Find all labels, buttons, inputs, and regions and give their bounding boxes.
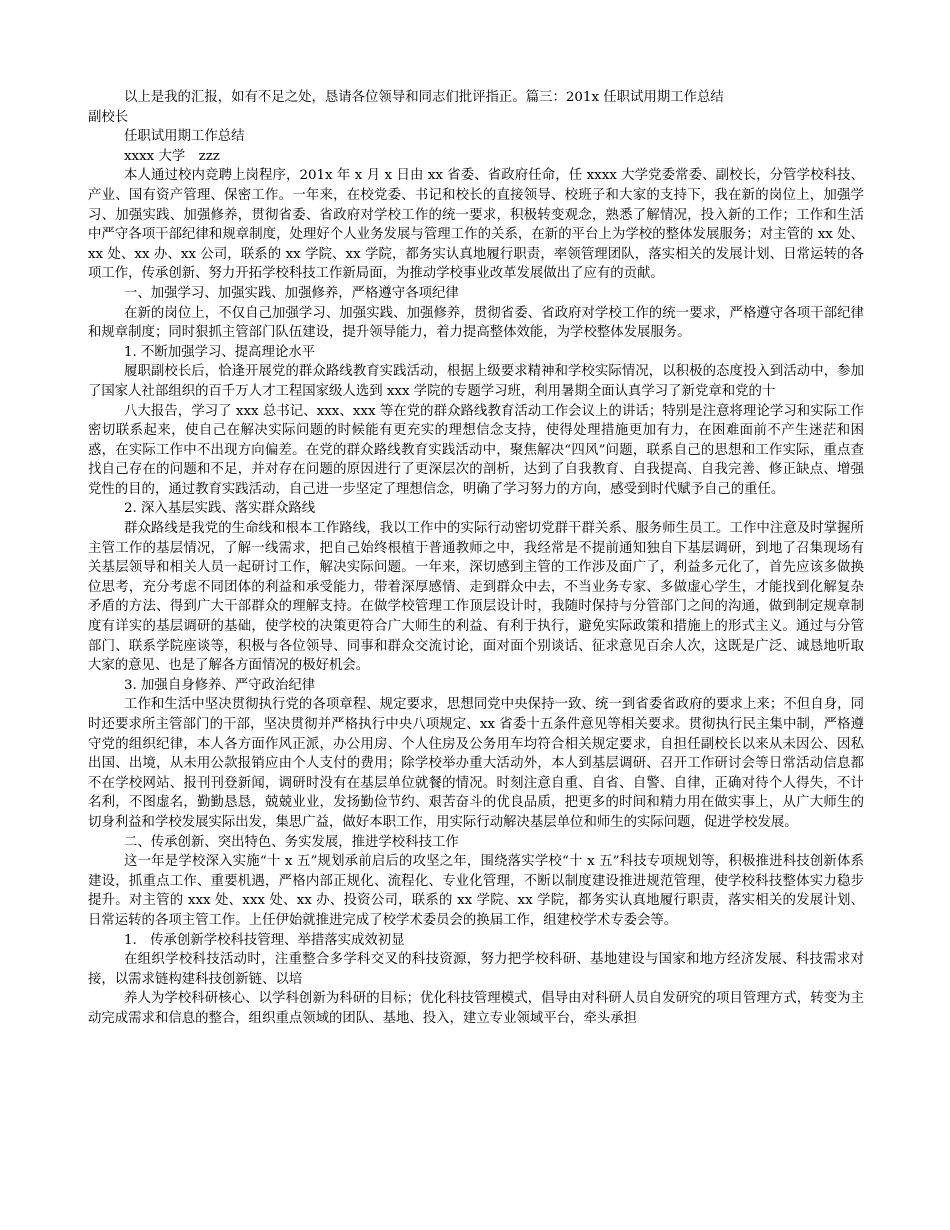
paragraph-1-1-a: 履职副校长后，恰逢开展党的群众路线教育实践活动，根据上级要求精神和学校实际情况，以积极的态度投入到活动中，参加了国家人社部组织的百千万人才工程国家级人选到 xxx 学院的专题学习班，利用暑期全面认真学习了新党章和党的十 [88, 364, 864, 399]
document-title: 任职试用期工作总结 [124, 129, 245, 145]
subheading-1-2: 2. 深入基层实践、落实群众路线 [124, 501, 316, 517]
paragraph-section-1: 在新的岗位上，不仅自己加强学习、加强实践、加强修养，贯彻省委、省政府对学校工作的统一要求，严格遵守各项干部纪律和规章制度；同时狠抓主管部门队伍建设，提升领导能力，着力提高整体效能，为学校整体发展服务。 [88, 305, 864, 341]
paragraph-1-2: 群众路线是我党的生命线和根本工作路线，我以工作中的实际行动密切党群干群关系、服务师生员工。工作中注意及时掌握所主管工作的基层情况，了解一线需求，把自己始终根植于普通教师之中，我经常是不提前通知独自下基层调研，到地了召集现场有关基层领导和相关人员一起研讨工作，解决实际问题。一年来，深切感到主管的工作涉及面广了，利益多元化了，首先应该多做换位思考，充分考虑不同团体的利益和承受能力，带着深厚感情、走到群众中去，不当业务专家、多做虚心学生，才能找到化解复杂矛盾的方法、得到广大干部群众的理解支持。在做学校管理工作顶层设计时，我随时保持与分管部门之间的沟通，做到制定规章制度有详实的基层调研的基础，使学校的决策更符合广大师生的利益、有利于执行，避免实际政策和措施上的形式主义。通过与分管部门、联系学院座谈等，积极与各位领导、同事和群众交流讨论，面对面个别谈话、征求意见百余人次，这既是广泛、诚恳地听取大家的意见、也是了解各方面情况的极好机会。 [88, 521, 864, 674]
paragraph-closing-remark: 以上是我的汇报，如有不足之处，恳请各位领导和同志们批评指正。篇三：201x 任职试用期工作总结 [124, 90, 724, 105]
section-heading-2: 二、传承创新、突出特色、务实发展，推进学校科技工作 [124, 834, 459, 850]
paragraph-title-role: 副校长 [88, 109, 129, 125]
paragraph-1-1-b: 八大报告，学习了 xxx 总书记、xxx、xxx 等在党的群众路线教育活动工作会议上的讲话；特别是注意将理论学习和实际工作密切联系起来，使自己在解决实际问题的时候能有更充实的理想信念支持，使得处理措施更加有力，在困难面前不产生迷茫和困惑，在实际工作中不出现方向偏差。在党的群众路线教育实践活动中，聚焦解决“四风”问题，联系自己的思想和工作实际，重点查找自己存在的问题和不足，并对存在问题的原因进行了更深层次的剖析，达到了自我教育、自我提高、自我完善、修正缺点、增强党性的目的，通过教育实践活动，自己进一步坚定了理想信念，明确了学习努力的方向，感受到时代赋予自己的重任。 [88, 403, 864, 497]
paragraph-1-3: 工作和生活中坚决贯彻执行党的各项章程、规定要求，思想同党中央保持一致、统一到省委省政府的要求上来；不但自身，同时还要求所主管部门的干部，坚决贯彻并严格执行中央八项规定、xx 省委十五条件意见等相关要求。贯彻执行民主集中制，严格遵守党的组织纪律，本人各方面作风正派，办公用房、个人住房及公务用车均符合相关规定要求，自担任副校长以来从未因公、因私出国、出境，从未用公款报销应由个人支付的费用；除学校举办重大活动外，本人到基层调研、召开工作研讨会等日常活动信息都不在学校网站、报刊刊登新闻，调研时没有在基层单位就餐的情况。时刻注意自重、自省、自警、自律，正确对待个人得失，不计名利，不图虚名，勤勤恳恳，兢兢业业，发扬勤俭节约、艰苦奋斗的优良品质，把更多的时间和精力用在做实事上，从广大师生的切身利益和学校发展实际出发，集思广益，做好本职工作，用实际行动解决基层单位和师生的实际问题，促进学校发展。 [88, 697, 864, 830]
subheading-1-3: 3. 加强自身修养、严守政治纪律 [124, 677, 316, 693]
section-heading-1: 一、加强学习、加强实践、加强修养，严格遵守各项纪律 [124, 285, 459, 301]
document-page [88, 88, 864, 1029]
subheading-1-1: 1. 不断加强学习、提高理论水平 [124, 344, 316, 360]
paragraph-2-1-b: 养人为学校科研核心、以学科创新为科研的目标；优化科技管理模式，倡导由对科研人员自发研究的项目管理方式，转变为主动完成需求和信息的整合，组织重点领域的团队、基地、投入，建立专业领域平台，牵头承担 [88, 991, 864, 1026]
document-author: xxxx 大学 zzz [124, 148, 220, 164]
subheading-2-1: 1. 传承创新学校科技管理、举措落实成效初显 [124, 932, 405, 948]
paragraph-intro: 本人通过校内竞聘上岗程序，201x 年 x 月 x 日由 xx 省委、省政府任命，任 xxxx 大学党委常委、副校长，分管学校科技、产业、国有资产管理、保密工作。一年来，在校党委、书记和校长的直接领导、校班子和大家的支持下，我在新的岗位上，加强学习、加强实践、加强修养，贯彻省委、省政府对学校工作的统一要求，积极转变观念，熟悉了解情况，投入新的工作；工作和生活中严守各项干部纪律和规章制度，处理好个人业务发展与管理工作的关系，在新的平台上为学校的整体发展服务；对主管的 xx 处、xx 处、xx 办、xx 公司，联系的 xx 学院、xx 学院，都务实认真地履行职责，率领管理团队，落实相关的发展计划、日常运转的各项工作，传承创新、努力开拓学校科技工作新局面，为推动学校事业改革发展做出了应有的贡献。 [88, 168, 864, 282]
paragraph-2-1-a: 在组织学校科技活动时，注重整合多学科交叉的科技资源，努力把学校科研、基地建设与国家和地方经济发展、科技需求对接，以需求链构建科技创新链、以培 [88, 952, 864, 987]
paragraph-section-2: 这一年是学校深入实施“十 x 五”规划承前启后的攻坚之年，围绕落实学校“十 x 五”科技专项规划等，积极推进科技创新体系建设，抓重点工作、重要机遇，严格内部正规化、流程化、专业化管理，不断以制度建设推进规范管理，使学校科技整体实力稳步提升。对主管的 xxx 处、xxx 处、xx 办、投资公司，联系的 xx 学院、xx 学院，都务实认真地履行职责，落实相关的发展计划、日常运转的各项主管工作。上任伊始就推进完成了校学术委员会的换届工作，组建校学术专委会等。 [88, 854, 864, 928]
